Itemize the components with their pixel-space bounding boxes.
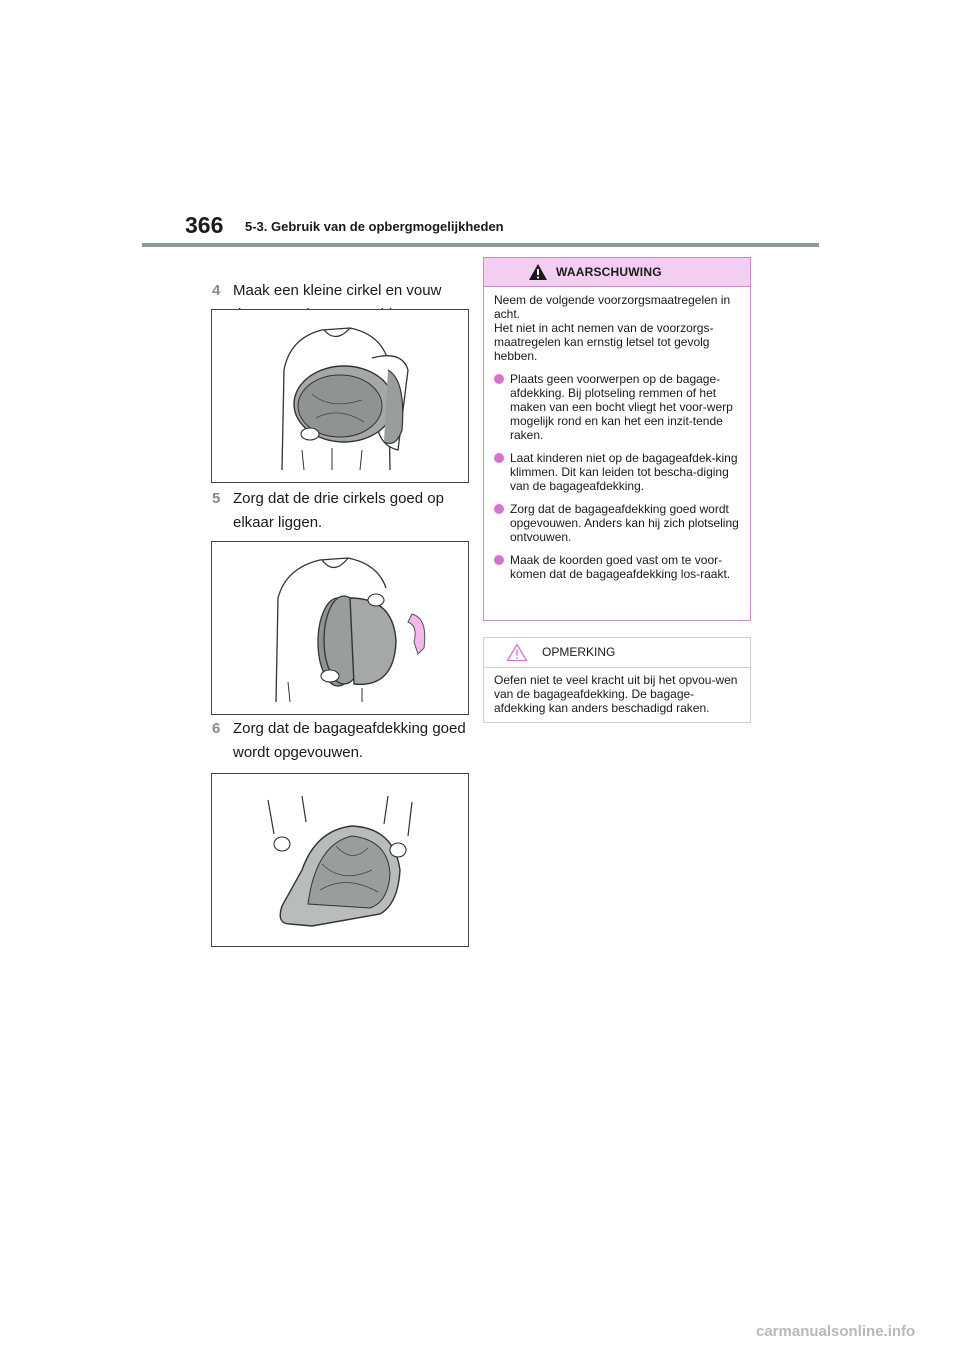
step-6 <box>212 717 473 765</box>
bullet-icon <box>494 555 504 565</box>
warning-intro: Neem de volgende voorzorgsmaatregelen in acht. Het niet in acht nemen van de voorzorgs-maatregelen kan ernstig letsel tot gevolg hebben. <box>494 293 731 363</box>
illustration-folded-cover <box>212 774 468 946</box>
step-text: Zorg dat de drie cirkels goed op elkaar liggen. <box>233 490 444 531</box>
step-text: Zorg dat de bagageafdekking goed wordt opgevouwen. <box>233 720 466 761</box>
figure-step-4 <box>211 309 469 483</box>
step-text: Maak een kleine cirkel en vouw <box>233 282 442 299</box>
warning-icon <box>528 263 548 281</box>
page-number: 366 <box>185 212 224 238</box>
warning-body <box>484 287 750 581</box>
warning-item: Maak de koorden goed vast om te voor-komen dat de bagageafdekking los-raakt. <box>494 553 740 581</box>
watermark: carmanualsonline.info <box>756 1323 916 1340</box>
warning-box <box>483 257 751 621</box>
warning-item: Laat kinderen niet op de bagageafdek-king klimmen. Dit kan leiden tot bescha-diging van de bagageafdekking. <box>494 451 740 493</box>
note-box <box>483 637 751 723</box>
figure-step-6 <box>211 773 469 947</box>
note-header <box>484 638 750 668</box>
step-number: 4 <box>212 282 221 299</box>
bullet-icon <box>494 504 504 514</box>
header-divider <box>142 243 819 247</box>
step-number: 5 <box>212 490 221 507</box>
step-number: 6 <box>212 720 221 737</box>
figure-step-5 <box>211 541 469 715</box>
note-text: Oefen niet te veel kracht uit bij het opvou-wen van de bagageafdekking. De bagage-afdekking kan anders beschadigd raken. <box>494 673 738 715</box>
caution-icon <box>506 643 528 662</box>
bullet-icon <box>494 453 504 463</box>
illustration-align-circles <box>212 542 468 714</box>
warning-header <box>484 258 750 287</box>
section-title: 5-3. Gebruik van de opbergmogelijkheden <box>245 219 504 234</box>
note-title: OPMERKING <box>542 645 616 659</box>
illustration-fold-circle <box>212 310 468 482</box>
warning-item: Plaats geen voorwerpen op de bagage-afdekking. Bij plotseling remmen of het maken van een bocht vliegt het voor-werp mogelijk rond en kan het een inzit-tende raken. <box>494 372 740 442</box>
step-5 <box>212 487 473 535</box>
warning-item: Zorg dat de bagageafdekking goed wordt opgevouwen. Anders kan hij zich plotseling ontvouwen. <box>494 502 740 544</box>
warning-list <box>494 372 740 581</box>
bullet-icon <box>494 374 504 384</box>
warning-title: WAARSCHUWING <box>556 265 662 279</box>
